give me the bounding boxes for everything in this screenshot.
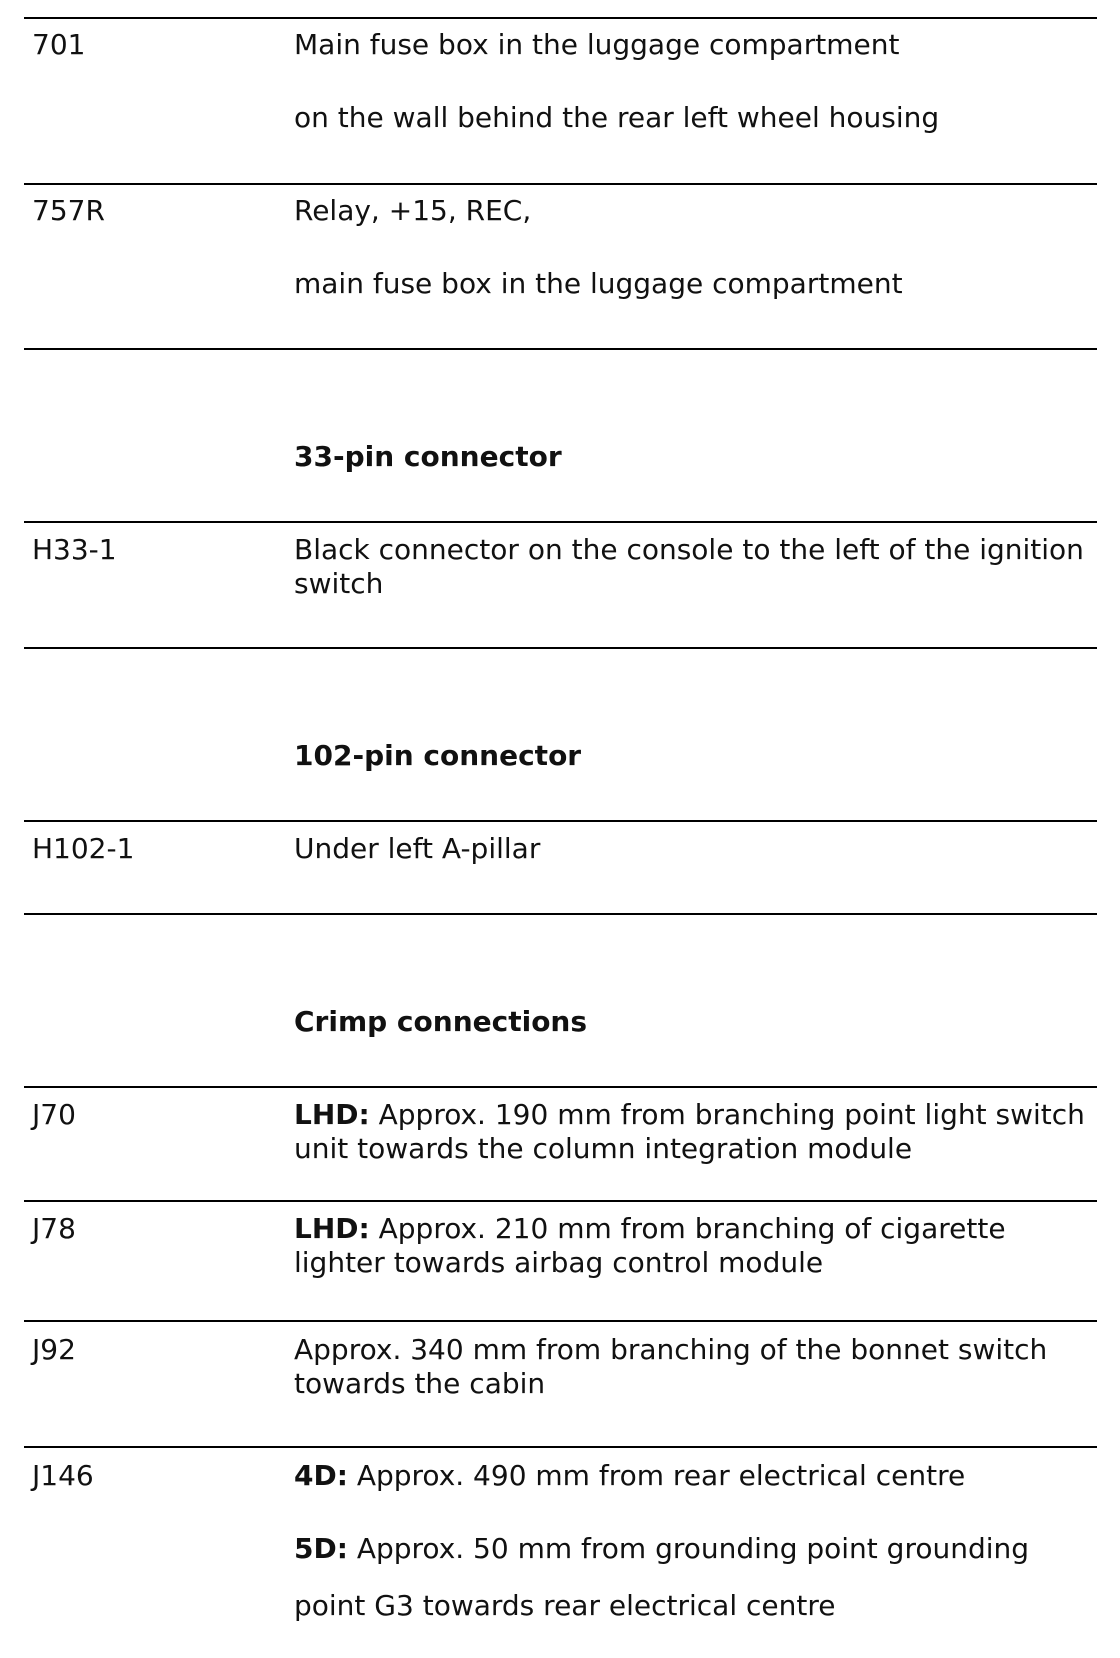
row-code: J78: [32, 1212, 76, 1245]
row-text: Approx. 190 mm from branching point light switch unit towards the column integration module: [294, 1098, 1085, 1165]
row-code: J70: [32, 1098, 76, 1131]
row-description: Main fuse box in the luggage compartment: [294, 28, 900, 61]
table-rule: [24, 1200, 1097, 1202]
row-text: Approx. 50 mm from grounding point grounding: [347, 1532, 1030, 1565]
section-heading: 102-pin connector: [294, 739, 582, 772]
row-code: H102-1: [32, 832, 135, 865]
variant-label: 5D:: [294, 1532, 348, 1565]
row-description: main fuse box in the luggage compartment: [294, 267, 903, 300]
row-description: [294, 1098, 1094, 1166]
row-description: [294, 1212, 1094, 1280]
table-rule: [24, 1446, 1097, 1448]
row-code: H33-1: [32, 533, 117, 566]
row-description: Under left A-pillar: [294, 832, 541, 865]
variant-label: 4D:: [294, 1459, 348, 1492]
drive-label: LHD:: [294, 1098, 370, 1131]
row-code: 757R: [32, 194, 105, 227]
row-description: point G3 towards rear electrical centre: [294, 1589, 836, 1622]
table-rule: [24, 1320, 1097, 1322]
table-rule: [24, 521, 1097, 523]
row-code: J146: [32, 1459, 94, 1492]
table-rule: [24, 647, 1097, 649]
row-description: on the wall behind the rear left wheel housing: [294, 101, 940, 134]
table-rule: [24, 1086, 1097, 1088]
row-description: [294, 1532, 1029, 1566]
table-rule: [24, 913, 1097, 915]
row-code: 701: [32, 28, 86, 61]
table-rule: [24, 820, 1097, 822]
table-rule: [24, 183, 1097, 185]
row-description: Approx. 340 mm from branching of the bonnet switch towards the cabin: [294, 1333, 1048, 1400]
section-heading: Crimp connections: [294, 1005, 588, 1038]
row-text: Approx. 490 mm from rear electrical centre: [347, 1459, 966, 1492]
table-rule: [24, 17, 1097, 19]
section-heading: 33-pin connector: [294, 440, 562, 473]
table-rule: [24, 348, 1097, 350]
row-text: Approx. 210 mm from branching of cigarette lighter towards airbag control module: [294, 1212, 1006, 1279]
row-description: Black connector on the console to the left of the ignition switch: [294, 533, 1084, 600]
row-code: J92: [32, 1333, 76, 1366]
row-description: Relay, +15, REC,: [294, 194, 532, 227]
drive-label: LHD:: [294, 1212, 370, 1245]
row-description: [294, 1459, 965, 1493]
